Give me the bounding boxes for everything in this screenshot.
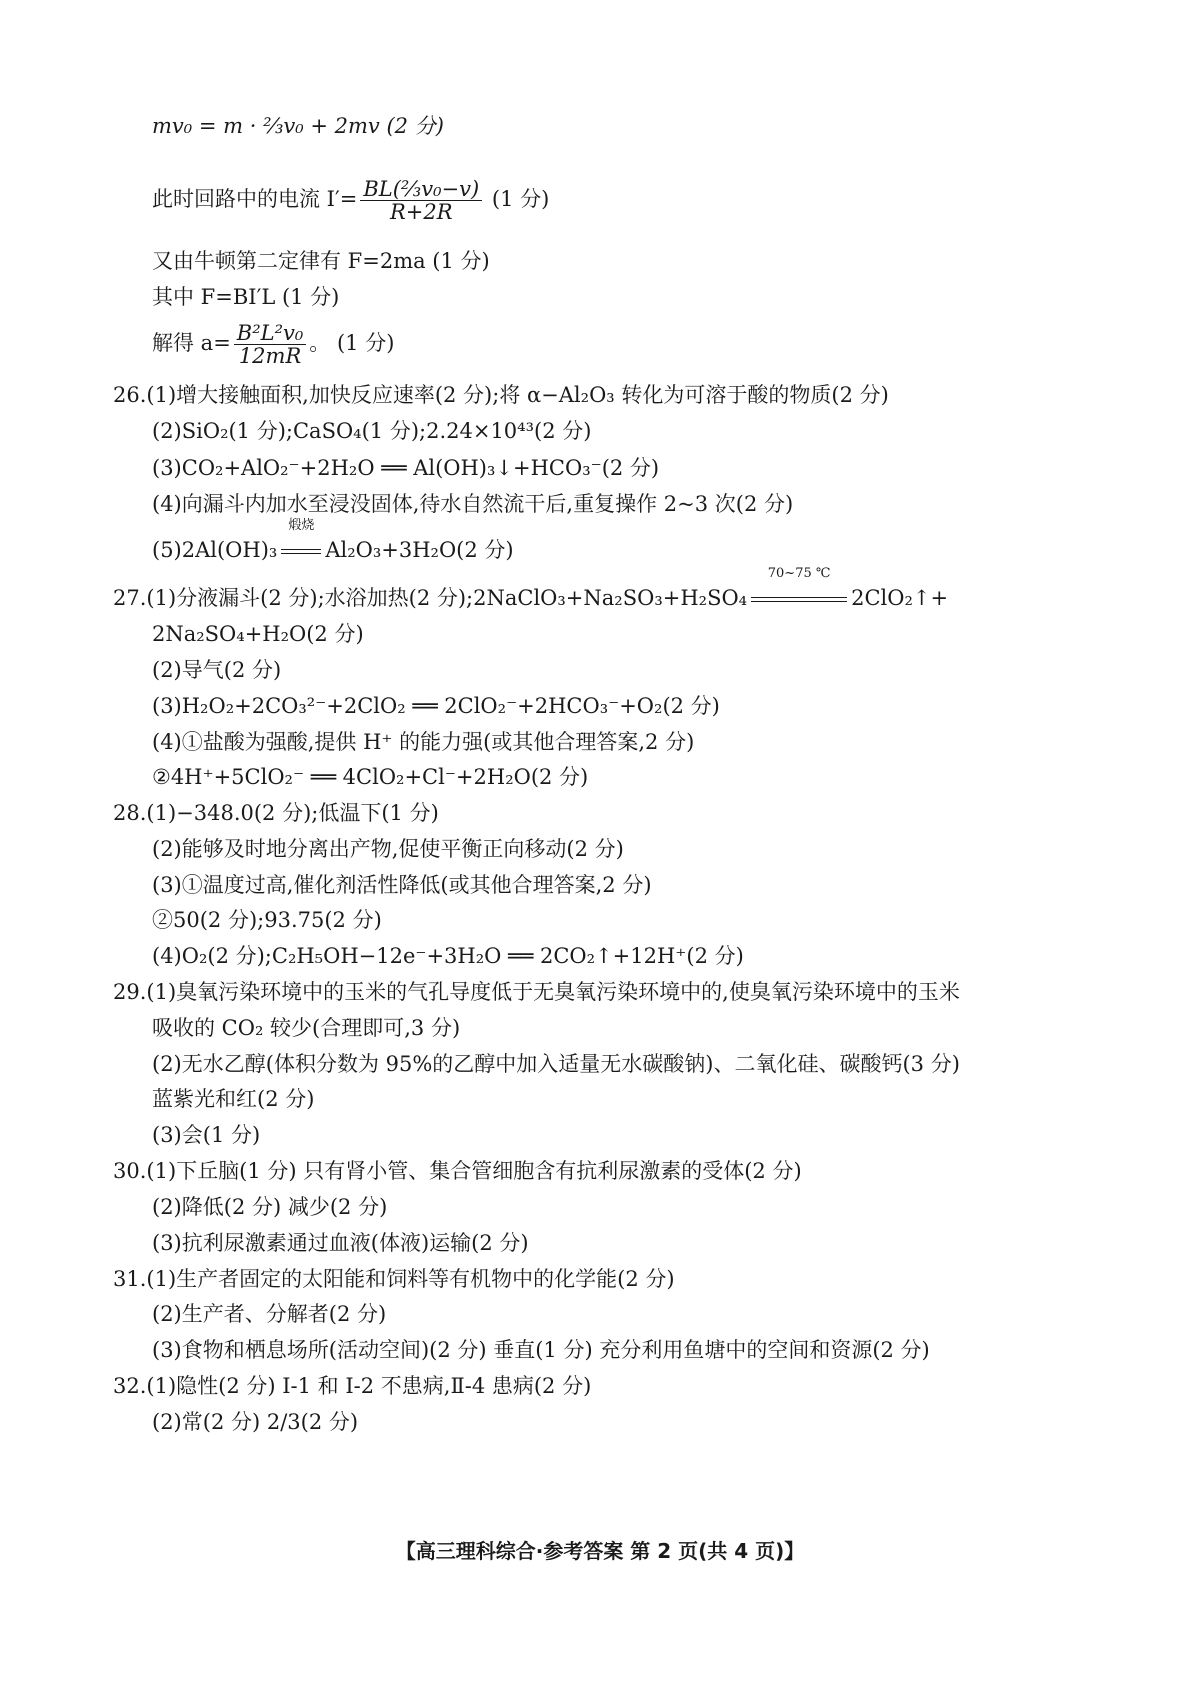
text: 。 (1 分) bbox=[309, 331, 395, 356]
text: 又由牛顿第二定律有 F=2ma (1 分) bbox=[152, 249, 490, 273]
text: 2ClO₂↑+ bbox=[851, 586, 949, 610]
text: (4)O₂(2 分);C₂H₅OH−12e⁻+3H₂O ══ 2CO₂↑+12H⁺(2 分) bbox=[152, 944, 744, 968]
q28-line-1 bbox=[113, 799, 439, 827]
physics-newton-law bbox=[152, 247, 490, 275]
text: ②50(2 分);93.75(2 分) bbox=[152, 908, 382, 932]
text: 其中 F=BI′L (1 分) bbox=[152, 285, 340, 309]
fraction-denominator: R+2R bbox=[389, 200, 453, 225]
q30-line-3 bbox=[152, 1229, 529, 1257]
q28-line-3 bbox=[152, 871, 652, 899]
text: (3)抗利尿激素通过血液(体液)运输(2 分) bbox=[152, 1231, 529, 1255]
reaction-condition: 煅烧 bbox=[288, 518, 315, 533]
text: (4)①盐酸为强酸,提供 H⁺ 的能力强(或其他合理答案,2 分) bbox=[152, 730, 695, 754]
text: (2)无水乙醇(体积分数为 95%的乙醇中加入适量无水碳酸钠)、二氧化硅、碳酸钙(3 分) bbox=[152, 1052, 960, 1076]
equals-bar bbox=[281, 549, 321, 554]
q29-line-3 bbox=[152, 1050, 960, 1078]
reaction-condition: 70~75 ℃ bbox=[767, 566, 831, 581]
text: 26.(1)增大接触面积,加快反应速率(2 分);将 α−Al₂O₃ 转化为可溶于酸的物质(2 分) bbox=[113, 383, 889, 407]
q28-line-5 bbox=[152, 942, 744, 970]
text: 此时回路中的电流 I′= bbox=[152, 187, 358, 212]
text: 蓝紫光和红(2 分) bbox=[152, 1087, 315, 1111]
physics-current-equation bbox=[152, 178, 549, 223]
text: (3)CO₂+AlO₂⁻+2H₂O ══ Al(OH)₃↓+HCO₃⁻(2 分) bbox=[152, 456, 660, 480]
q26-line-4 bbox=[152, 490, 793, 518]
text: (3)会(1 分) bbox=[152, 1123, 261, 1147]
text: (3)H₂O₂+2CO₃²⁻+2ClO₂ ══ 2ClO₂⁻+2HCO₃⁻+O₂(2 分) bbox=[152, 694, 720, 718]
q32-line-1 bbox=[113, 1372, 591, 1400]
current-fraction bbox=[360, 178, 482, 223]
fraction-numerator: B²L²v₀ bbox=[234, 322, 307, 345]
fraction-numerator: BL(⅔v₀−v) bbox=[360, 178, 482, 201]
q27-line-4 bbox=[152, 692, 720, 720]
q26-line-5 bbox=[152, 518, 514, 564]
text: ②4H⁺+5ClO₂⁻ ══ 4ClO₂+Cl⁻+2H₂O(2 分) bbox=[152, 765, 589, 789]
reaction-condition-arrow bbox=[747, 566, 851, 612]
q28-line-2 bbox=[152, 835, 624, 863]
text: 28.(1)−348.0(2 分);低温下(1 分) bbox=[113, 801, 439, 825]
text: (3)食物和栖息场所(活动空间)(2 分) 垂直(1 分) 充分利用鱼塘中的空间和资源(2 分) bbox=[152, 1338, 930, 1362]
q31-line-2 bbox=[152, 1300, 386, 1328]
q27-line-3 bbox=[152, 656, 281, 684]
text: 31.(1)生产者固定的太阳能和饲料等有机物中的化学能(2 分) bbox=[113, 1267, 675, 1291]
text: (4)向漏斗内加水至浸没固体,待水自然流干后,重复操作 2~3 次(2 分) bbox=[152, 492, 794, 516]
acceleration-fraction bbox=[234, 322, 307, 367]
fraction-denominator: 12mR bbox=[238, 344, 302, 369]
q27-line-6 bbox=[152, 763, 588, 791]
text: (2)能够及时地分离出产物,促使平衡正向移动(2 分) bbox=[152, 837, 624, 861]
text: 吸收的 CO₂ 较少(合理即可,3 分) bbox=[152, 1016, 461, 1040]
q30-line-1 bbox=[113, 1157, 802, 1185]
q26-line-3 bbox=[152, 454, 659, 482]
q26-line-1 bbox=[113, 381, 889, 409]
text: 解得 a= bbox=[152, 331, 231, 356]
text: (3)①温度过高,催化剂活性降低(或其他合理答案,2 分) bbox=[152, 873, 652, 897]
physics-force-equation bbox=[152, 283, 339, 311]
q30-line-2 bbox=[152, 1193, 387, 1221]
text: (2)常(2 分) 2/3(2 分) bbox=[152, 1410, 359, 1434]
text: (2)降低(2 分) 减少(2 分) bbox=[152, 1195, 388, 1219]
q26-line-2 bbox=[152, 417, 591, 445]
text: (2)生产者、分解者(2 分) bbox=[152, 1302, 387, 1326]
q32-line-2 bbox=[152, 1408, 358, 1436]
text: 2Na₂SO₄+H₂O(2 分) bbox=[152, 622, 364, 646]
q27-line-1 bbox=[113, 566, 949, 612]
q29-line-4 bbox=[152, 1085, 314, 1113]
q27-line-5 bbox=[152, 728, 694, 756]
q28-line-4 bbox=[152, 906, 382, 934]
reaction-condition-arrow bbox=[277, 518, 325, 564]
text: 32.(1)隐性(2 分) Ⅰ-1 和 Ⅰ-2 不患病,Ⅱ-4 患病(2 分) bbox=[113, 1374, 592, 1398]
physics-momentum-equation bbox=[152, 112, 444, 140]
text: (2)SiO₂(1 分);CaSO₄(1 分);2.24×10⁴³(2 分) bbox=[152, 419, 592, 443]
q27-line-2 bbox=[152, 620, 364, 648]
equals-bar bbox=[751, 597, 847, 602]
text: 29.(1)臭氧污染环境中的玉米的气孔导度低于无臭氧污染环境中的,使臭氧污染环境中的玉米 bbox=[113, 980, 960, 1004]
text: mv₀ = m · ⅔v₀ + 2mv (2 分) bbox=[152, 114, 444, 138]
q31-line-3 bbox=[152, 1336, 930, 1364]
page-footer: 【高三理科综合·参考答案 第 2 页(共 4 页)】 bbox=[395, 1539, 805, 1563]
text: (1 分) bbox=[491, 187, 550, 212]
q31-line-1 bbox=[113, 1265, 675, 1293]
text: 30.(1)下丘脑(1 分) 只有肾小管、集合管细胞含有抗利尿激素的受体(2 分) bbox=[113, 1159, 802, 1183]
q29-line-1 bbox=[113, 978, 960, 1006]
physics-result-equation bbox=[152, 322, 394, 367]
q29-line-5 bbox=[152, 1121, 260, 1149]
text: (2)导气(2 分) bbox=[152, 658, 282, 682]
q29-line-2 bbox=[152, 1014, 460, 1042]
text: Al₂O₃+3H₂O(2 分) bbox=[325, 538, 514, 562]
text: (5)2Al(OH)₃ bbox=[152, 538, 278, 562]
text: 27.(1)分液漏斗(2 分);水浴加热(2 分);2NaClO₃+Na₂SO₃+H₂SO₄ bbox=[113, 586, 748, 610]
